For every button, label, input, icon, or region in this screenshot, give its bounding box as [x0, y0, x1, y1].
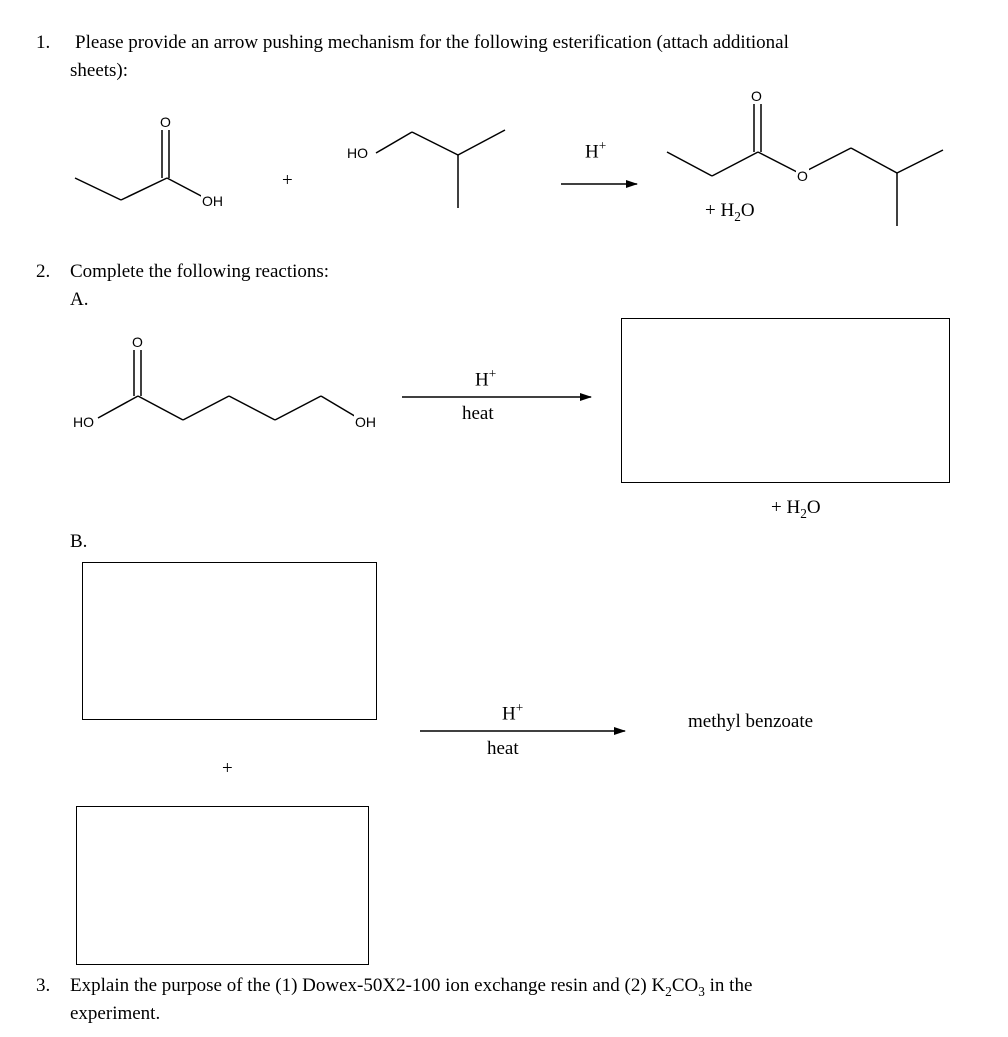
q2a-acid-catalyst: H+ — [475, 366, 497, 391]
isobutanol-skeleton — [376, 130, 505, 208]
q1-prompt-line2: sheets): — [70, 60, 129, 81]
q2a-product-answer-box[interactable] — [621, 318, 950, 483]
a-acid-hydroxyl-label: HO — [73, 414, 94, 430]
q2-part-a-label: A. — [70, 289, 89, 310]
ester-carbonyl-oxygen-label: O — [751, 88, 762, 104]
q2-number: 2. — [36, 261, 51, 282]
q2b-reactant1-answer-box[interactable] — [82, 562, 377, 720]
acid-carbonyl-oxygen-label: O — [160, 114, 171, 130]
q2b-reactant2-answer-box[interactable] — [76, 806, 369, 965]
q2b-plus-sign: + — [222, 758, 233, 779]
q3-prompt-line2: experiment. — [70, 1003, 161, 1024]
q2-prompt: Complete the following reactions: — [70, 261, 330, 282]
q1-prompt-line1: Please provide an arrow pushing mechanism for the following esterification (attach additional — [75, 32, 789, 53]
q2b-acid-catalyst: H+ — [502, 700, 524, 725]
q2b-product-name: methyl benzoate — [688, 711, 814, 732]
q2b-condition-heat: heat — [487, 738, 519, 759]
acid-hydroxyl-label: OH — [202, 193, 223, 209]
q1-acid-catalyst: H+ — [585, 138, 607, 163]
q2-part-b-label: B. — [70, 531, 88, 552]
q1-plus-sign: + — [282, 170, 293, 191]
q3-prompt-line1: Explain the purpose of the (1) Dowex-50X2-100 ion exchange resin and (2) $K_2CO_3$ in the — [70, 975, 753, 999]
propanoic-acid-skeleton — [75, 130, 205, 200]
hydroxypentanoic-acid-skeleton — [98, 350, 358, 420]
alcohol-hydroxyl-label: HO — [347, 145, 368, 161]
a-alcohol-hydroxyl-label: OH — [355, 414, 376, 430]
a-carbonyl-oxygen-label: O — [132, 334, 143, 350]
q2a-water-byproduct: + $H_2O$ — [771, 497, 821, 521]
ester-oxygen-label: O — [797, 168, 808, 184]
q1-water-byproduct: + $H_2O$ — [705, 200, 755, 224]
q3-number: 3. — [36, 975, 51, 996]
q1-number: 1. — [36, 32, 51, 53]
q2a-condition-heat: heat — [462, 403, 494, 424]
